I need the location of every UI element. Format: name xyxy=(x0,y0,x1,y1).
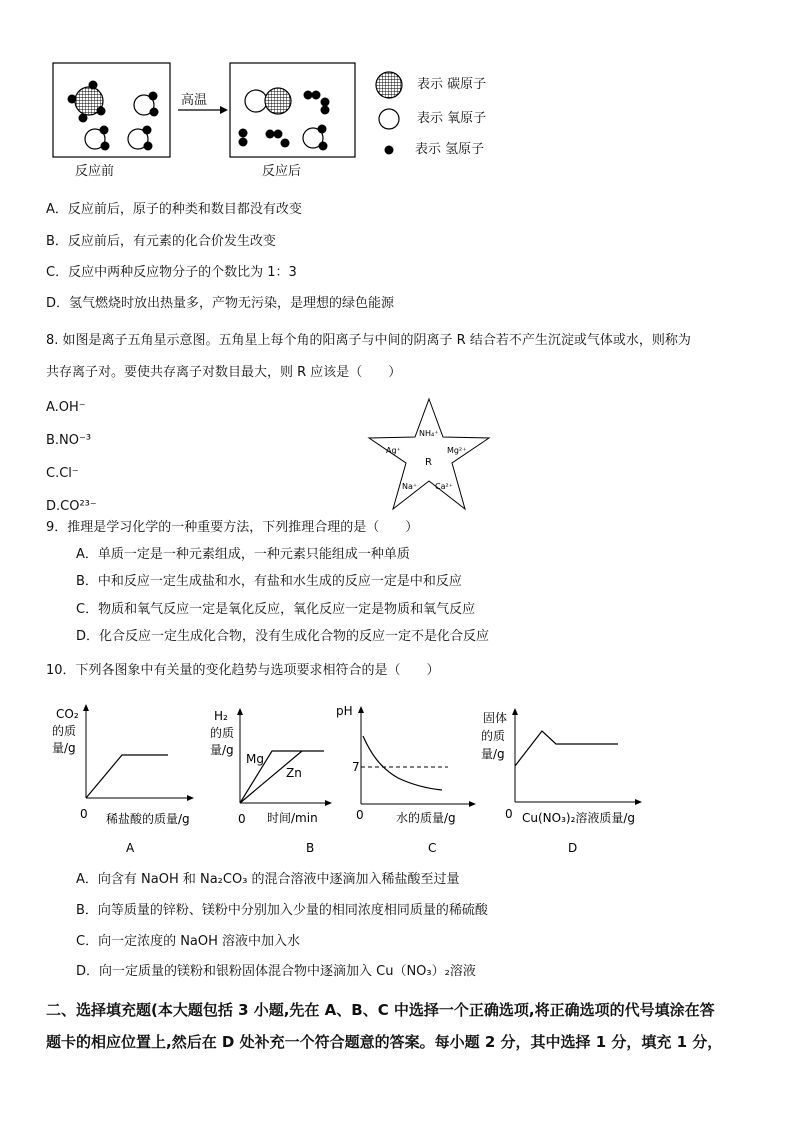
graph-b-mg-label: Mg xyxy=(246,752,264,766)
graph-b-zn-label: Zn xyxy=(286,766,302,780)
carbon-in-co xyxy=(265,88,291,114)
graph-c-curve xyxy=(363,736,442,790)
graph-d-ylabel-3: 量/g xyxy=(481,747,505,761)
graph-a-ylabel-2: 的质 xyxy=(52,724,77,738)
graph-d-letter: D xyxy=(568,841,578,855)
q10-stem: 10．下列各图象中有关量的变化趋势与选项要求相符合的是（ ） xyxy=(46,663,440,678)
star-bottom-left-ion: Na⁺ xyxy=(402,482,418,491)
graph-b-ylabel-2: 的质 xyxy=(210,726,235,740)
graph-d-ylabel-2: 的质 xyxy=(481,729,506,743)
graph-c-ylabel: pH xyxy=(336,704,353,718)
q10-option-a: A．向含有 NaOH 和 Na₂CO₃ 的混合溶液中逐滴加入稀盐酸至过量 xyxy=(76,872,460,887)
q9-option-d: D．化合反应一定生成化合物，没有生成化合物的反应一定不是化合反应 xyxy=(76,629,490,644)
after-label: 反应后 xyxy=(262,164,302,179)
carbon-legend-icon xyxy=(376,72,402,98)
section2-line2: 题卡的相应位置上,然后在 D 处补充一个符合题意的答案。每小题 2 分，其中选择 1 分，填充 1 分， xyxy=(46,1033,723,1051)
star-top-ion: NH₄⁺ xyxy=(419,429,439,438)
graph-d-xlabel: Cu(NO₃)₂溶液质量/g xyxy=(522,811,636,825)
q9-option-a: A．单质一定是一种元素组成，一种元素只能组成一种单质 xyxy=(76,547,410,562)
graph-b-origin: 0 xyxy=(238,812,246,826)
graph-a-curve xyxy=(86,755,168,798)
graph-a-xlabel: 稀盐酸的质量/g xyxy=(106,812,190,826)
q8-option-c: C.Cl⁻ xyxy=(46,466,79,481)
graph-d-origin: 0 xyxy=(505,807,513,821)
star-right-ion: Mg²⁺ xyxy=(447,446,467,455)
q8-option-b: B.NO⁻³ xyxy=(46,433,92,448)
graph-d-curve xyxy=(515,731,618,766)
graph-b-xlabel: 时间/min xyxy=(267,811,318,825)
q9-option-c: C．物质和氧气反应一定是氧化反应，氧化反应一定是物质和氧气反应 xyxy=(76,602,476,617)
arrow-label: 高温 xyxy=(181,93,208,108)
graph-c-letter: C xyxy=(428,841,437,855)
graph-a-letter: A xyxy=(126,841,135,855)
q9-stem: 9．推理是学习化学的一种重要方法，下列推理合理的是（ ） xyxy=(46,520,419,535)
legend-hydrogen: 表示 氢原子 xyxy=(415,142,485,157)
q8-option-d: D.CO²³⁻ xyxy=(46,499,97,514)
q8-stem-line1: 8. 如图是离子五角星示意图。五角星上每个角的阳离子与中间的阴离子 R 结合若不产生沉淀或气体或水，则称为 xyxy=(46,333,691,348)
star-left-ion: Ag⁺ xyxy=(386,446,401,455)
oxygen-legend-icon xyxy=(379,109,399,129)
legend-oxygen: 表示 氧原子 xyxy=(417,111,487,126)
section2-line1: 二、选择填充题(本大题包括 3 小题,先在 A、B、C 中选择一个正确选项,将正确选项的代号填涂在答 xyxy=(46,1001,715,1019)
graph-c-seven: 7 xyxy=(352,760,360,774)
legend-carbon: 表示 碳原子 xyxy=(417,77,487,92)
q9-option-b: B．中和反应一定生成盐和水，有盐和水生成的反应一定是中和反应 xyxy=(76,574,462,589)
star-bottom-right-ion: Ca²⁺ xyxy=(435,482,453,491)
q10-graphs xyxy=(40,700,660,860)
hydrogen-legend-icon xyxy=(385,146,394,155)
graph-a-ylabel-1: CO₂ xyxy=(56,707,79,721)
q8-option-a: A.OH⁻ xyxy=(46,400,86,415)
graph-b-ylabel-3: 量/g xyxy=(210,743,234,757)
q7-option-c: C．反应中两种反应物分子的个数比为 1：3 xyxy=(46,265,297,280)
graph-b-letter: B xyxy=(306,841,315,855)
graph-d-ylabel-1: 固体 xyxy=(483,711,508,725)
q7-option-a: A．反应前后，原子的种类和数目都没有改变 xyxy=(46,202,302,217)
q10-option-d: D．向一定质量的镁粉和银粉固体混合物中逐滴加入 Cu（NO₃）₂溶液 xyxy=(76,964,476,979)
q8-stem-line2: 共存离子对。要使共存离子对数目最大，则 R 应该是（ ） xyxy=(46,365,402,380)
graph-b-ylabel-1: H₂ xyxy=(214,709,228,723)
q7-option-b: B．反应前后，有元素的化合价发生改变 xyxy=(46,234,276,249)
graph-a-ylabel-3: 量/g xyxy=(52,741,76,755)
before-label: 反应前 xyxy=(75,164,115,179)
star-center-r: R xyxy=(425,457,432,468)
q10-option-b: B．向等质量的锌粉、镁粉中分别加入少量的相同浓度相同质量的稀硫酸 xyxy=(76,903,488,918)
graph-c-xlabel: 水的质量/g xyxy=(396,811,456,825)
ion-star-diagram xyxy=(365,397,493,513)
q10-option-c: C．向一定浓度的 NaOH 溶液中加入水 xyxy=(76,934,301,949)
graph-c-origin: 0 xyxy=(356,808,364,822)
q7-option-d: D．氢气燃烧时放出热量多，产物无污染，是理想的绿色能源 xyxy=(46,296,395,311)
graph-a-origin: 0 xyxy=(80,807,88,821)
